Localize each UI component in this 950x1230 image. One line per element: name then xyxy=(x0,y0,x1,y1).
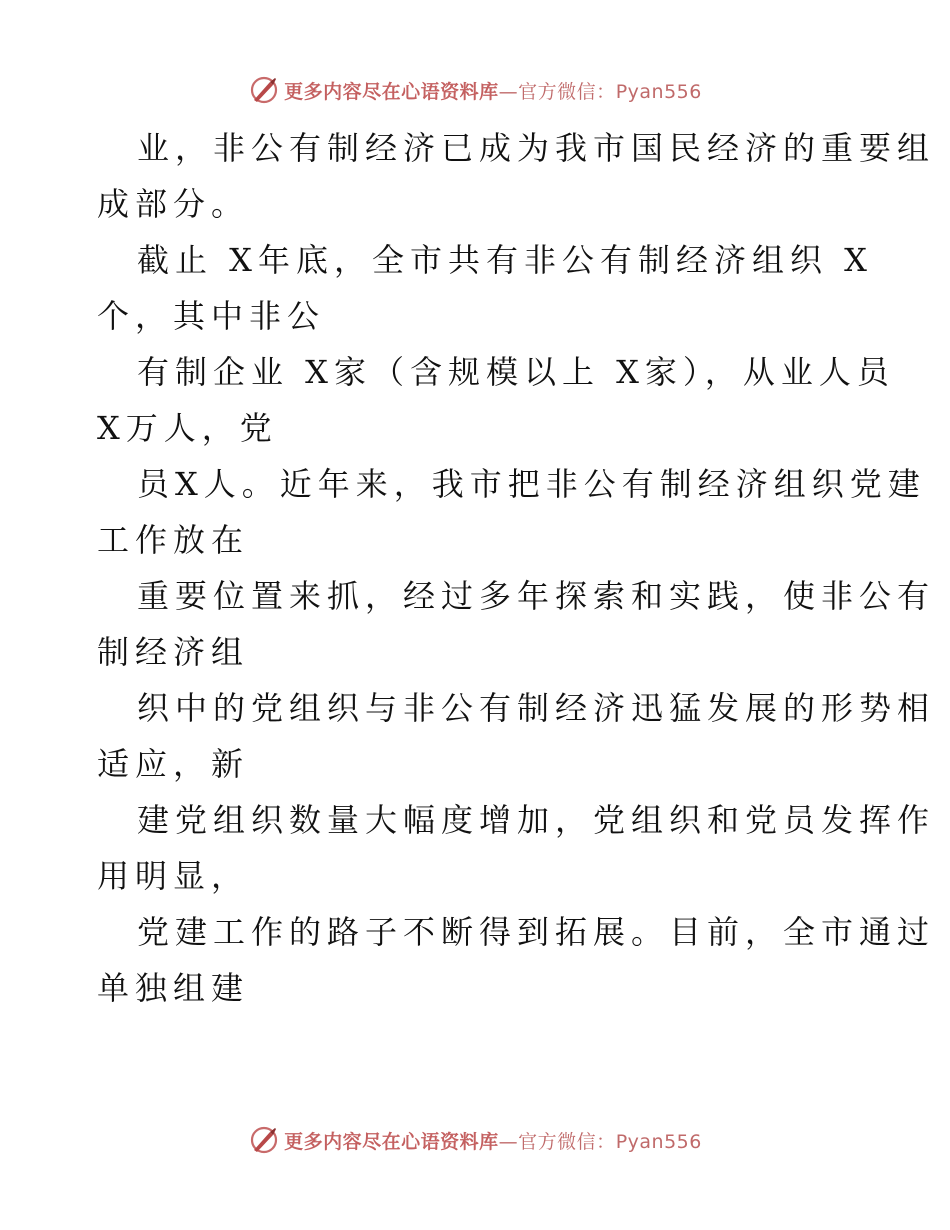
text-line: 工作放在 xyxy=(97,521,250,559)
text-line: 重要位置来抓，经过多年探索和实践，使非公有 xyxy=(137,577,936,615)
text-line: 个，其中非公 xyxy=(97,297,326,335)
text-line: X万人，党 xyxy=(97,409,278,447)
text-line: 党建工作的路子不断得到拓展。目前，全市通过 xyxy=(137,913,936,951)
quill-in-circle-icon xyxy=(248,1124,280,1156)
header-watermark-banner xyxy=(0,70,950,110)
banner-wechat-id: Pyan556 xyxy=(615,1130,702,1153)
text-line: 单独组建 xyxy=(97,969,250,1007)
banner-dash: — xyxy=(498,1130,519,1153)
banner-site-name: 更多内容尽在心语资料库 xyxy=(284,80,499,103)
text-line: 织中的党组织与非公有制经济迅猛发展的形势相 xyxy=(137,689,936,727)
footer-watermark-banner xyxy=(0,1120,950,1160)
text-line: 业，非公有制经济已成为我市国民经济的重要组 xyxy=(137,129,936,167)
banner-wechat-label: 官方微信： xyxy=(518,80,616,103)
banner-site-name: 更多内容尽在心语资料库 xyxy=(284,1130,499,1153)
banner-text xyxy=(284,1127,702,1154)
banner-wechat-id: Pyan556 xyxy=(615,80,702,103)
text-line: 成部分。 xyxy=(97,185,250,223)
banner-text xyxy=(284,77,702,104)
text-line: 员X人。近年来，我市把非公有制经济组织党建 xyxy=(137,465,926,503)
document-body xyxy=(97,120,936,1016)
text-line: 建党组织数量大幅度增加，党组织和党员发挥作 xyxy=(137,801,936,839)
text-line: 截止 X年底，全市共有非公有制经济组织 X xyxy=(137,241,873,279)
text-line: 用明显， xyxy=(97,857,250,895)
text-line: 制经济组 xyxy=(97,633,250,671)
banner-wechat-label: 官方微信： xyxy=(518,1130,616,1153)
text-line: 有制企业 X家（含规模以上 X家），从业人员 xyxy=(137,353,895,391)
quill-in-circle-icon xyxy=(248,74,280,106)
text-line: 适应，新 xyxy=(97,745,250,783)
banner-dash: — xyxy=(498,80,519,103)
